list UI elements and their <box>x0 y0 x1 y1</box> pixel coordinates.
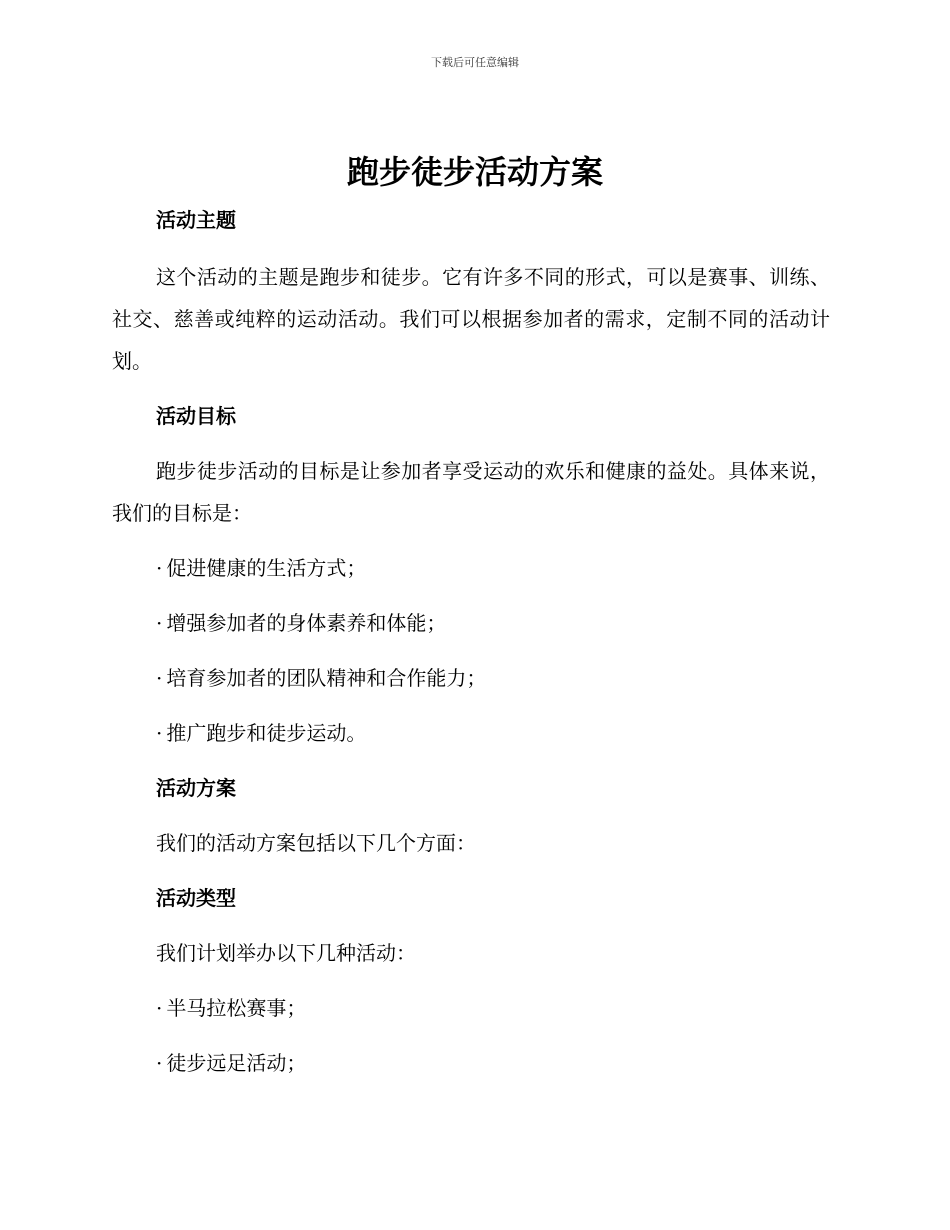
goal-item-1: 促进健康的生活方式； <box>166 556 367 580</box>
list-item <box>112 660 830 696</box>
bullet-icon: · <box>156 1051 163 1075</box>
section-heading-plan: 活动方案 <box>156 776 236 800</box>
section-heading-theme: 活动主题 <box>156 208 236 232</box>
bullet-icon: · <box>156 556 163 580</box>
list-item <box>112 990 830 1026</box>
list-item <box>112 550 830 586</box>
type-item-2: 徒步远足活动； <box>166 1051 307 1075</box>
bullet-icon: · <box>156 721 163 745</box>
goal-item-2: 增强参加者的身体素养和体能； <box>166 611 447 635</box>
goal-item-3: 培育参加者的团队精神和合作能力； <box>166 666 487 690</box>
section-heading-type: 活动类型 <box>156 886 236 910</box>
bullet-icon: · <box>156 666 163 690</box>
theme-section-header <box>112 202 830 238</box>
list-item <box>112 715 830 751</box>
list-item <box>112 1045 830 1081</box>
bullet-icon: · <box>156 611 163 635</box>
type-item-1: 半马拉松赛事； <box>166 996 307 1020</box>
list-item <box>112 605 830 641</box>
theme-paragraph: 这个活动的主题是跑步和徒步。它有许多不同的形式，可以是赛事、训练、社交、慈善或纯粹的运动活动。我们可以根据参加者的需求，定制不同的活动计划。 <box>112 265 830 373</box>
document-body <box>112 202 830 1081</box>
goal-item-4: 推广跑步和徒步运动。 <box>166 721 367 745</box>
section-heading-goal: 活动目标 <box>156 404 236 428</box>
header-note: 下载后可任意编辑 <box>431 56 519 69</box>
bullet-icon: · <box>156 996 163 1020</box>
goal-paragraph: 跑步徒步活动的目标是让参加者享受运动的欢乐和健康的益处。具体来说，我们的目标是： <box>112 459 830 525</box>
document-title: 跑步徒步活动方案 <box>346 153 603 191</box>
type-paragraph: 我们计划举办以下几种活动： <box>156 941 416 965</box>
plan-paragraph: 我们的活动方案包括以下几个方面： <box>156 831 476 855</box>
